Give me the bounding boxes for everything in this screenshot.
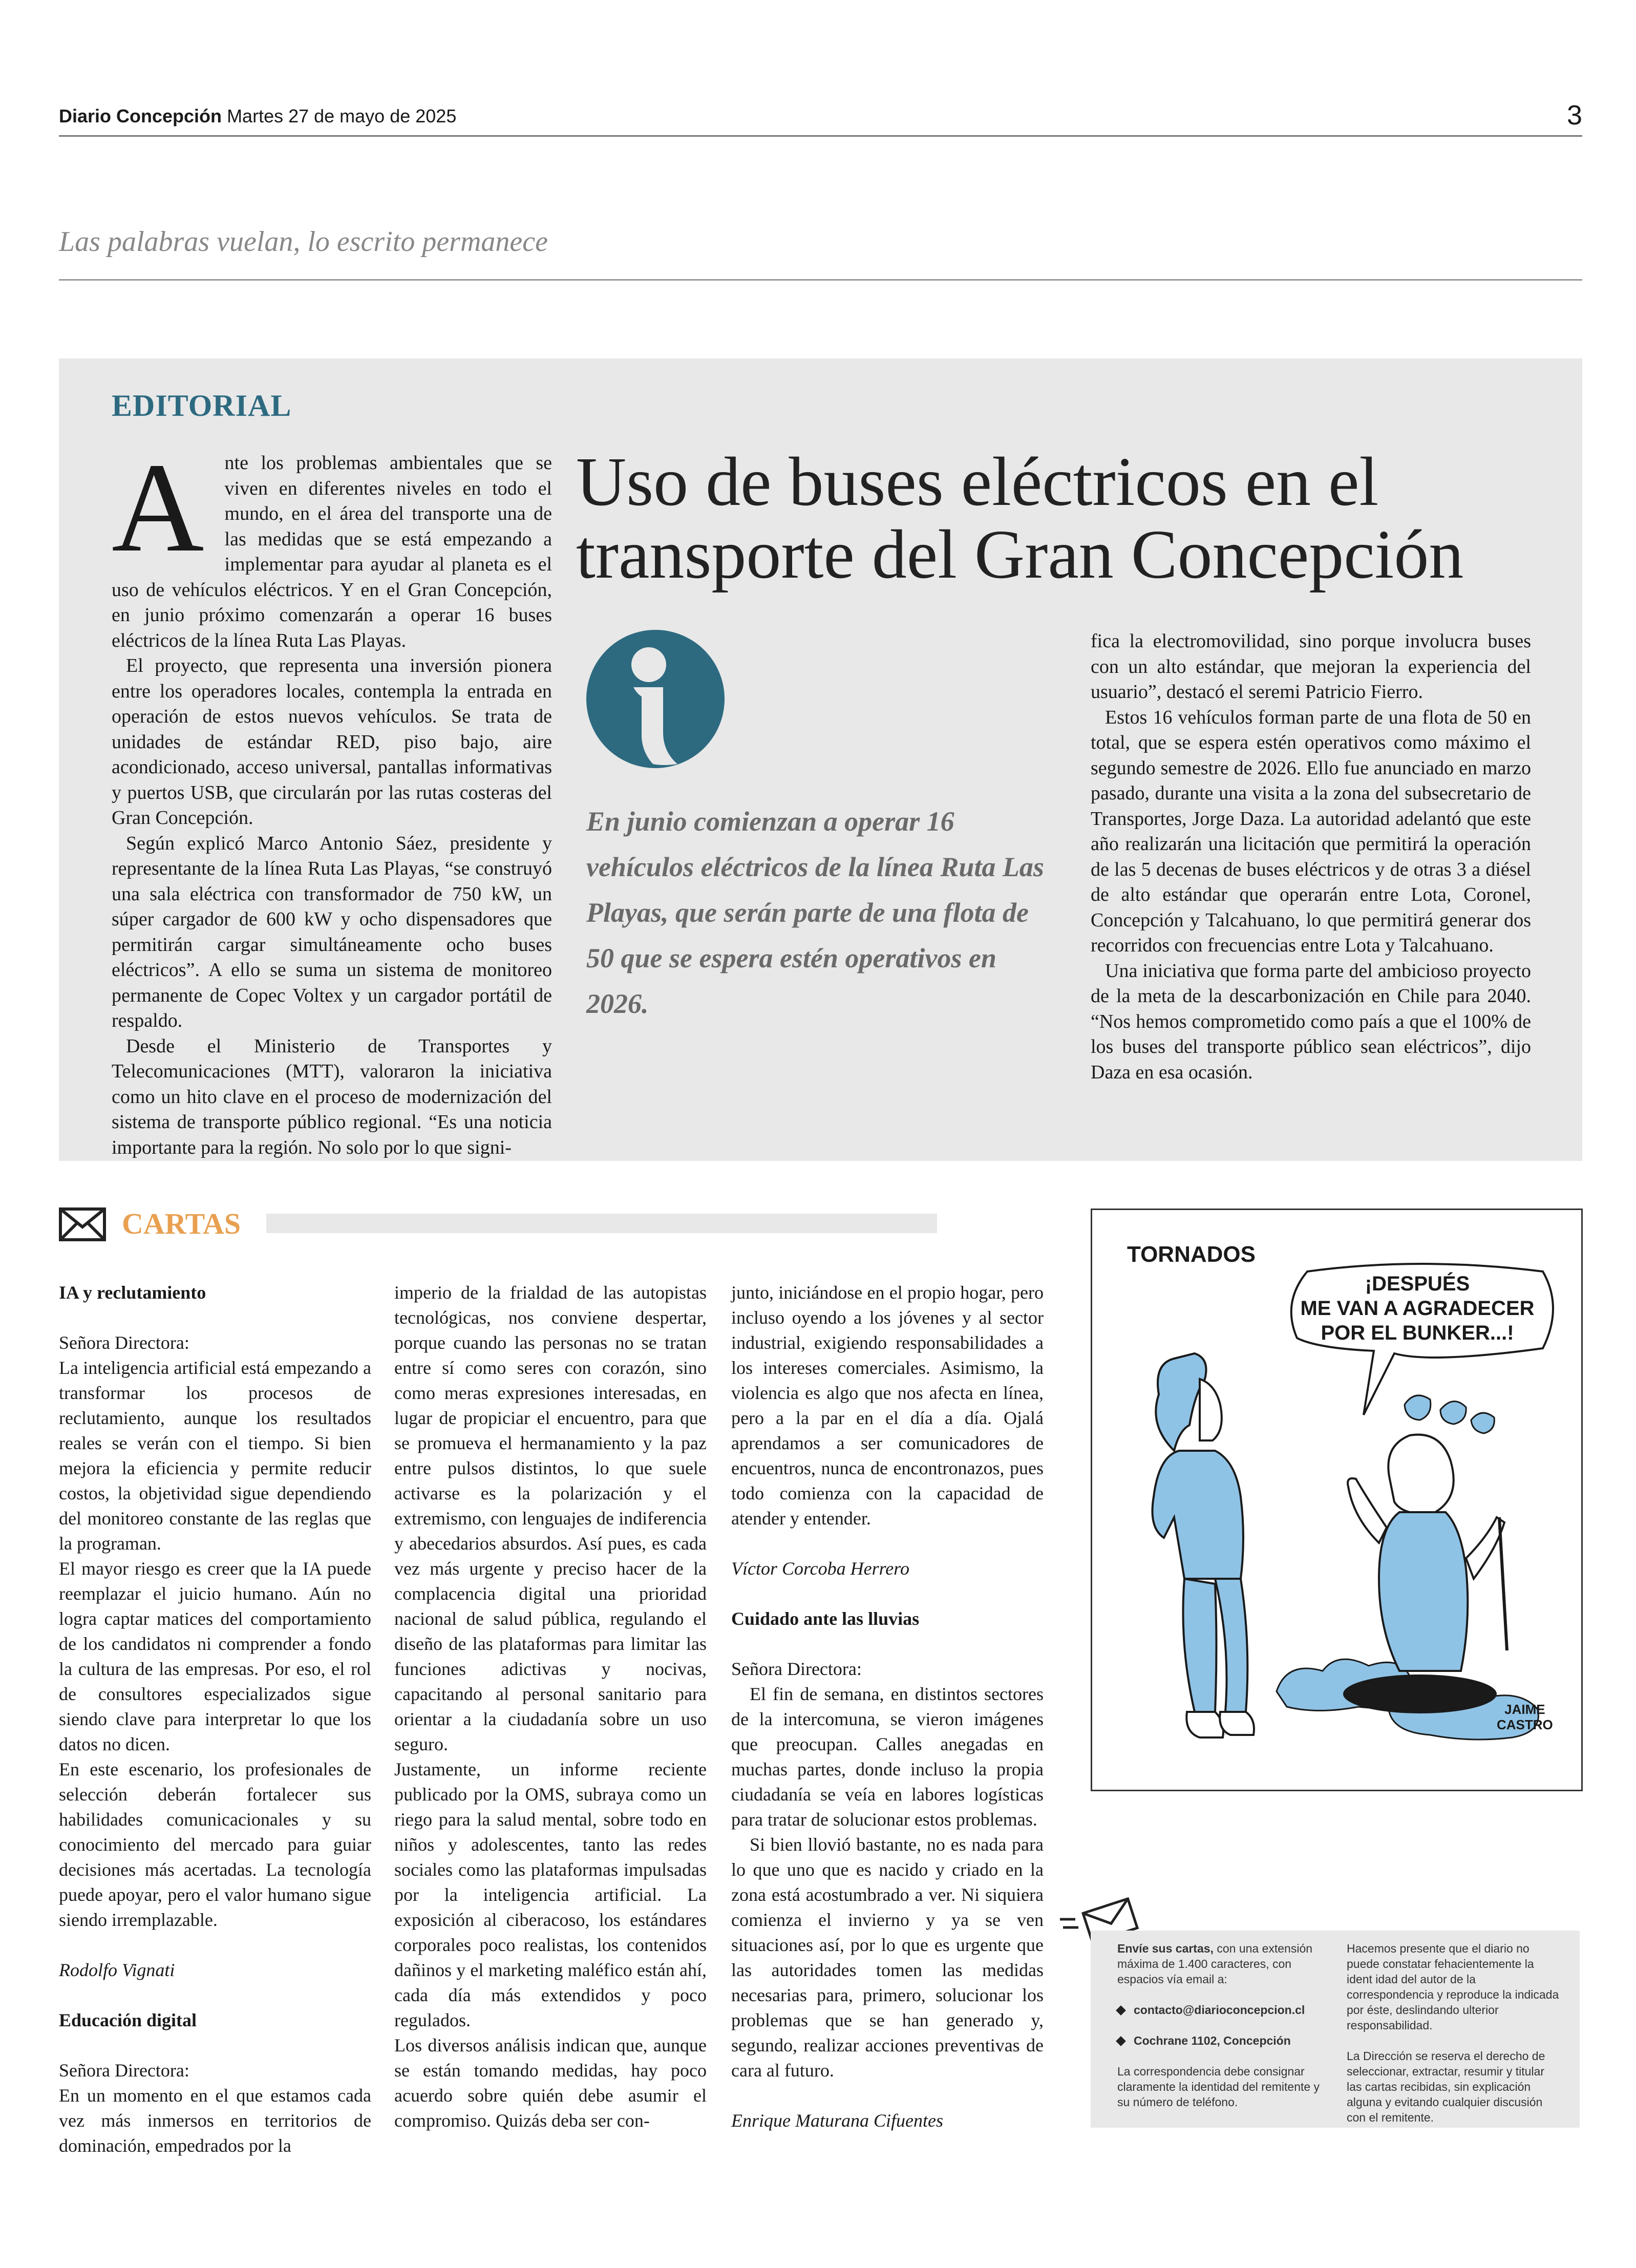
- info-note-right-2: La Dirección se reserva el derecho de seleccionar, extractar, resumir y titular las cartas recibidas, sin explicación alguna y evitando cualquier discusión con el remitente.: [1347, 2049, 1545, 2124]
- letter-paragraph: La inteligencia artificial está empezando a transformar los procesos de reclutamiento, aunque los resultados reales se verán con el tiempo. Si bien mejora la eficiencia y permite reducir costos, la objetividad sigue dependiendo del monitoreo constante de las reglas que la programan.: [59, 1358, 371, 1554]
- address-text: Cochrane 1102, Concepción: [1134, 2034, 1291, 2047]
- editorial-paragraph: Según explicó Marco Antonio Sáez, presidente y representante de la línea Ruta Las Playas, “se construyó una sala eléctrica con transformador de 750 kW, un súper cargador de 600 kW y ocho dispensadores que permitirán cargar simultáneamente ocho buses eléctricos”. A ello se suma un sistema de monitoreo permanente de Copec Voltex y un cargador portátil de respaldo.: [112, 832, 552, 1031]
- letter-paragraph: Si bien llovió bastante, no es nada para lo que uno que es nacido y criado en la zona está acostumbrado a ver. Ni siquiera comienza el invierno y ya se ven situaciones así, por lo que es urgente que las autoridades tomen las medidas necesarias para, primero, solucionar los problemas que se han generado y, segundo, realizar acciones preventivas de cara al futuro.: [731, 1834, 1044, 2081]
- letter-paragraph: En este escenario, los profesionales de selección deberán fortalecer sus habilidades comunicacionales y su conocimiento del mercado para guiar decisiones más acertadas. La tecnología puede apoyar, pero el valor humano sigue siendo irremplazable.: [59, 1759, 371, 1930]
- editorial-paragraph: Una iniciativa que forma parte del ambicioso proyecto de la meta de la descarbonización en Chile para 2040. “Nos hemos comprometido como país a que el 100% de los buses del transporte público sean eléctricos”, dijo Daza en esa ocasión.: [1091, 960, 1531, 1083]
- editorial-column-3: [1091, 629, 1531, 1085]
- cartoon-title: TORNADOS: [1127, 1242, 1256, 1267]
- bunker-hole: [1343, 1674, 1497, 1713]
- info-box: [1091, 1931, 1580, 2128]
- letter-heading: Educación digital: [59, 2010, 197, 2030]
- editorial-title: Uso de buses eléctricos en el transporte del Gran Concepción: [576, 443, 1464, 593]
- editorial-column-1: [112, 437, 552, 1160]
- editorial-label: EDITORIAL: [112, 389, 292, 422]
- email-link[interactable]: contacto@diarioconcepcion.cl: [1134, 2003, 1305, 2017]
- info-left: [1117, 1941, 1322, 2125]
- editorial-paragraph: fica la electromovilidad, sino porque involucra buses con un alto estándar, que mejoran la experiencia del usuario”, destacó el seremi Patricio Fierro.: [1091, 630, 1531, 703]
- info-email[interactable]: [1117, 2002, 1322, 2018]
- letter-paragraph: Justamente, un informe reciente publicado por la OMS, subraya como un riego para la salud mental, sobre todo en niños y adolescentes, tanto las redes sociales como las plataformas impulsadas por la inteligencia artificial. La exposición al ciberacoso, los estándares corporales poco realistas, los contenidos dañinos y el marketing maléfico están ahí, cada día más extendidos y poco regulados.: [394, 1759, 707, 2030]
- signature-line: JAIME: [1504, 1702, 1545, 1717]
- header-publication-date: [59, 105, 456, 127]
- man-figure: [1348, 1435, 1507, 1671]
- publication-name: Diario Concepción: [59, 105, 222, 126]
- info-note-right-1: Hacemos presente que el diario no puede constatar fehacientemente la ident idad del autor de la correspondencia y reproduce la indicada por éste, deslindando ulterior responsabilidad.: [1347, 1942, 1559, 2032]
- letter-paragraph: En un momento en el que estamos cada vez más inmersos en territorios de dominación, empedrados por la: [59, 2085, 371, 2156]
- editorial-paragraph: Estos 16 vehículos forman parte de una flota de 50 en total, que se espera estén operativos como máximo el segundo semestre de 2026. Ello fue anunciado en marzo pasado, durante una visita a la zona del subsecretario de Transportes, Jorge Daza. La autoridad adelantó que este año realizarán una licitación que permitirá la operación de las 5 decenas de buses eléctricos y de otras 3 a diésel de alto estándar que operarán entre Lota, Coronel, Concepción y Talcahuano, lo que permitirá generar dos recorridos con frecuencias entre Lota y Talcahuano.: [1091, 706, 1531, 956]
- speech-text: [1294, 1271, 1540, 1345]
- info-send-bold: Envíe sus cartas,: [1117, 1942, 1214, 1955]
- letter-signature: Rodolfo Vignati: [59, 1960, 175, 1980]
- bullet-diamond-icon: [1116, 2005, 1126, 2016]
- woman-figure: [1153, 1353, 1255, 1737]
- publication-date: Martes 27 de mayo de 2025: [227, 105, 457, 126]
- page-number: 3: [1566, 100, 1582, 131]
- page-header: [59, 102, 1582, 137]
- section-rule-bar: [266, 1214, 937, 1233]
- letter-salutation: Señora Directora:: [59, 1332, 189, 1353]
- letter-signature: Enrique Maturana Cifuentes: [731, 2110, 943, 2131]
- letter-salutation: Señora Directora:: [59, 2060, 189, 2081]
- letter-paragraph: Los diversos análisis indican que, aunque se están tomando medidas, hay poco acuerdo sobre quién debe asumir el compromiso. Quizás deba ser con-: [394, 2035, 707, 2131]
- editorial-paragraph: El proyecto, que representa una inversión pionera entre los operadores locales, contempla la entrada en operación de estos nuevos vehículos. Se trata de unidades de estándar RED, piso bajo, aire acondicionado, acceso universal, pantallas informativas y puertos USB, que circularán por las rutas costeras del Gran Concepción.: [112, 655, 552, 829]
- editorial-lead: nte los problemas ambientales que se viven en diferentes niveles en todo el mundo, en el área del transporte una de las medidas que se está empezando a implementar para ayudar al planeta es el uso de vehículos eléctricos. Y en el Gran Concepción, en junio próximo comenzarán a operar 16 buses eléctricos de la línea Ruta Las Playas.: [112, 452, 552, 651]
- speech-line: ¡DESPUÉS: [1365, 1273, 1470, 1295]
- letter-paragraph: junto, iniciándose en el propio hogar, pero incluso oyendo a los jóvenes y al sector industrial, exigiendo responsabilidades a los intereses comerciales. Asimismo, la violencia es algo que nos afecta en línea, pero a la par en el día a día. Ojalá aprendamos a ser comunicadores de encuentros, nunca de encontronazos, pues todo comienza con la capacidad de atender y entender.: [731, 1282, 1044, 1529]
- letter-paragraph: El fin de semana, en distintos sectores de la intercomuna, se vieron imágenes que preocupan. Calles anegadas en muchas partes, donde incluso la propia ciudadanía se veía en labores logísticas para tratar de solucionar estos problemas.: [731, 1684, 1044, 1830]
- info-send-rest: con una extensión máxima de 1.400 caracteres, con espacios vía email a:: [1117, 1942, 1313, 1986]
- letter-signature: Víctor Corcoba Herrero: [731, 1558, 909, 1579]
- speech-line: POR EL BUNKER...!: [1321, 1322, 1514, 1344]
- signature-line: CASTRO: [1497, 1717, 1553, 1732]
- envelope-icon: [59, 1207, 106, 1241]
- info-address: [1117, 2033, 1322, 2048]
- cartoon-frame: [1091, 1209, 1583, 1791]
- cartas-label: CARTAS: [122, 1207, 241, 1240]
- letter-salutation: Señora Directora:: [731, 1659, 862, 1679]
- info-icon: [586, 630, 725, 768]
- letter-paragraph: imperio de la frialdad de las autopistas tecnológicas, nos conviene despertar, porque cuando las personas no se tratan entre sí como seres con corazón, sino como meras expresiones interesadas, en lugar de propiciar el encuentro, para que se promueva el hermanamiento y la paz entre pulsos distintos, lo que suele activarse es la polarización y el extremismo, con lenguajes de indiferencia y abecedarios absurdos. Así pues, es cada vez más urgente y preciso hacer de la complacencia digital una prioridad nacional de salud pública, regulando el diseño de las plataformas para limitar las funciones adictivas y nocivas, capacitando al personal sanitario para orientar a la ciudadanía sobre un uso seguro.: [394, 1282, 707, 1754]
- letters-column-1: [59, 1280, 371, 2158]
- speech-line: ME VAN A AGRADECER: [1300, 1297, 1535, 1320]
- info-send-note: [1117, 1941, 1322, 1987]
- letters-column-2: [394, 1280, 707, 2133]
- pull-quote: En junio comienzan a operar 16 vehículos eléctricos de la línea Ruta Las Playas, que serán parte de una flota de 50 que se espera estén operativos en 2026.: [586, 806, 1044, 1019]
- bullet-diamond-icon: [1116, 2036, 1126, 2046]
- letter-paragraph: El mayor riesgo es creer que la IA puede reemplazar el juicio humano. Aún no logra captar matices del comportamiento de los candidatos ni comprender a fondo la cultura de las empresas. Por eso, el rol de consultores especializados sigue siendo clave para interpretar lo que los datos no dicen.: [59, 1558, 371, 1754]
- info-note-left: La correspondencia debe consignar claramente la identidad del remitente y su número de teléfono.: [1117, 2065, 1320, 2109]
- letters-column-3: [731, 1280, 1044, 2158]
- info-right: [1347, 1941, 1562, 2140]
- tagline-text: Las palabras vuelan, lo escrito permanece: [59, 226, 548, 258]
- tagline: [59, 220, 1582, 281]
- letter-heading: IA y reclutamiento: [59, 1282, 206, 1303]
- editorial-paragraph: Desde el Ministerio de Transportes y Telecomunicaciones (MTT), valoraron la iniciativa como un hito clave en el proceso de modernización del sistema de transporte público regional. “Es una noticia importante para la región. No solo por lo que signi-: [112, 1035, 552, 1158]
- letter-heading: Cuidado ante las lluvias: [731, 1608, 920, 1629]
- drop-cap: A: [112, 437, 204, 579]
- cartoonist-signature: [1497, 1702, 1553, 1732]
